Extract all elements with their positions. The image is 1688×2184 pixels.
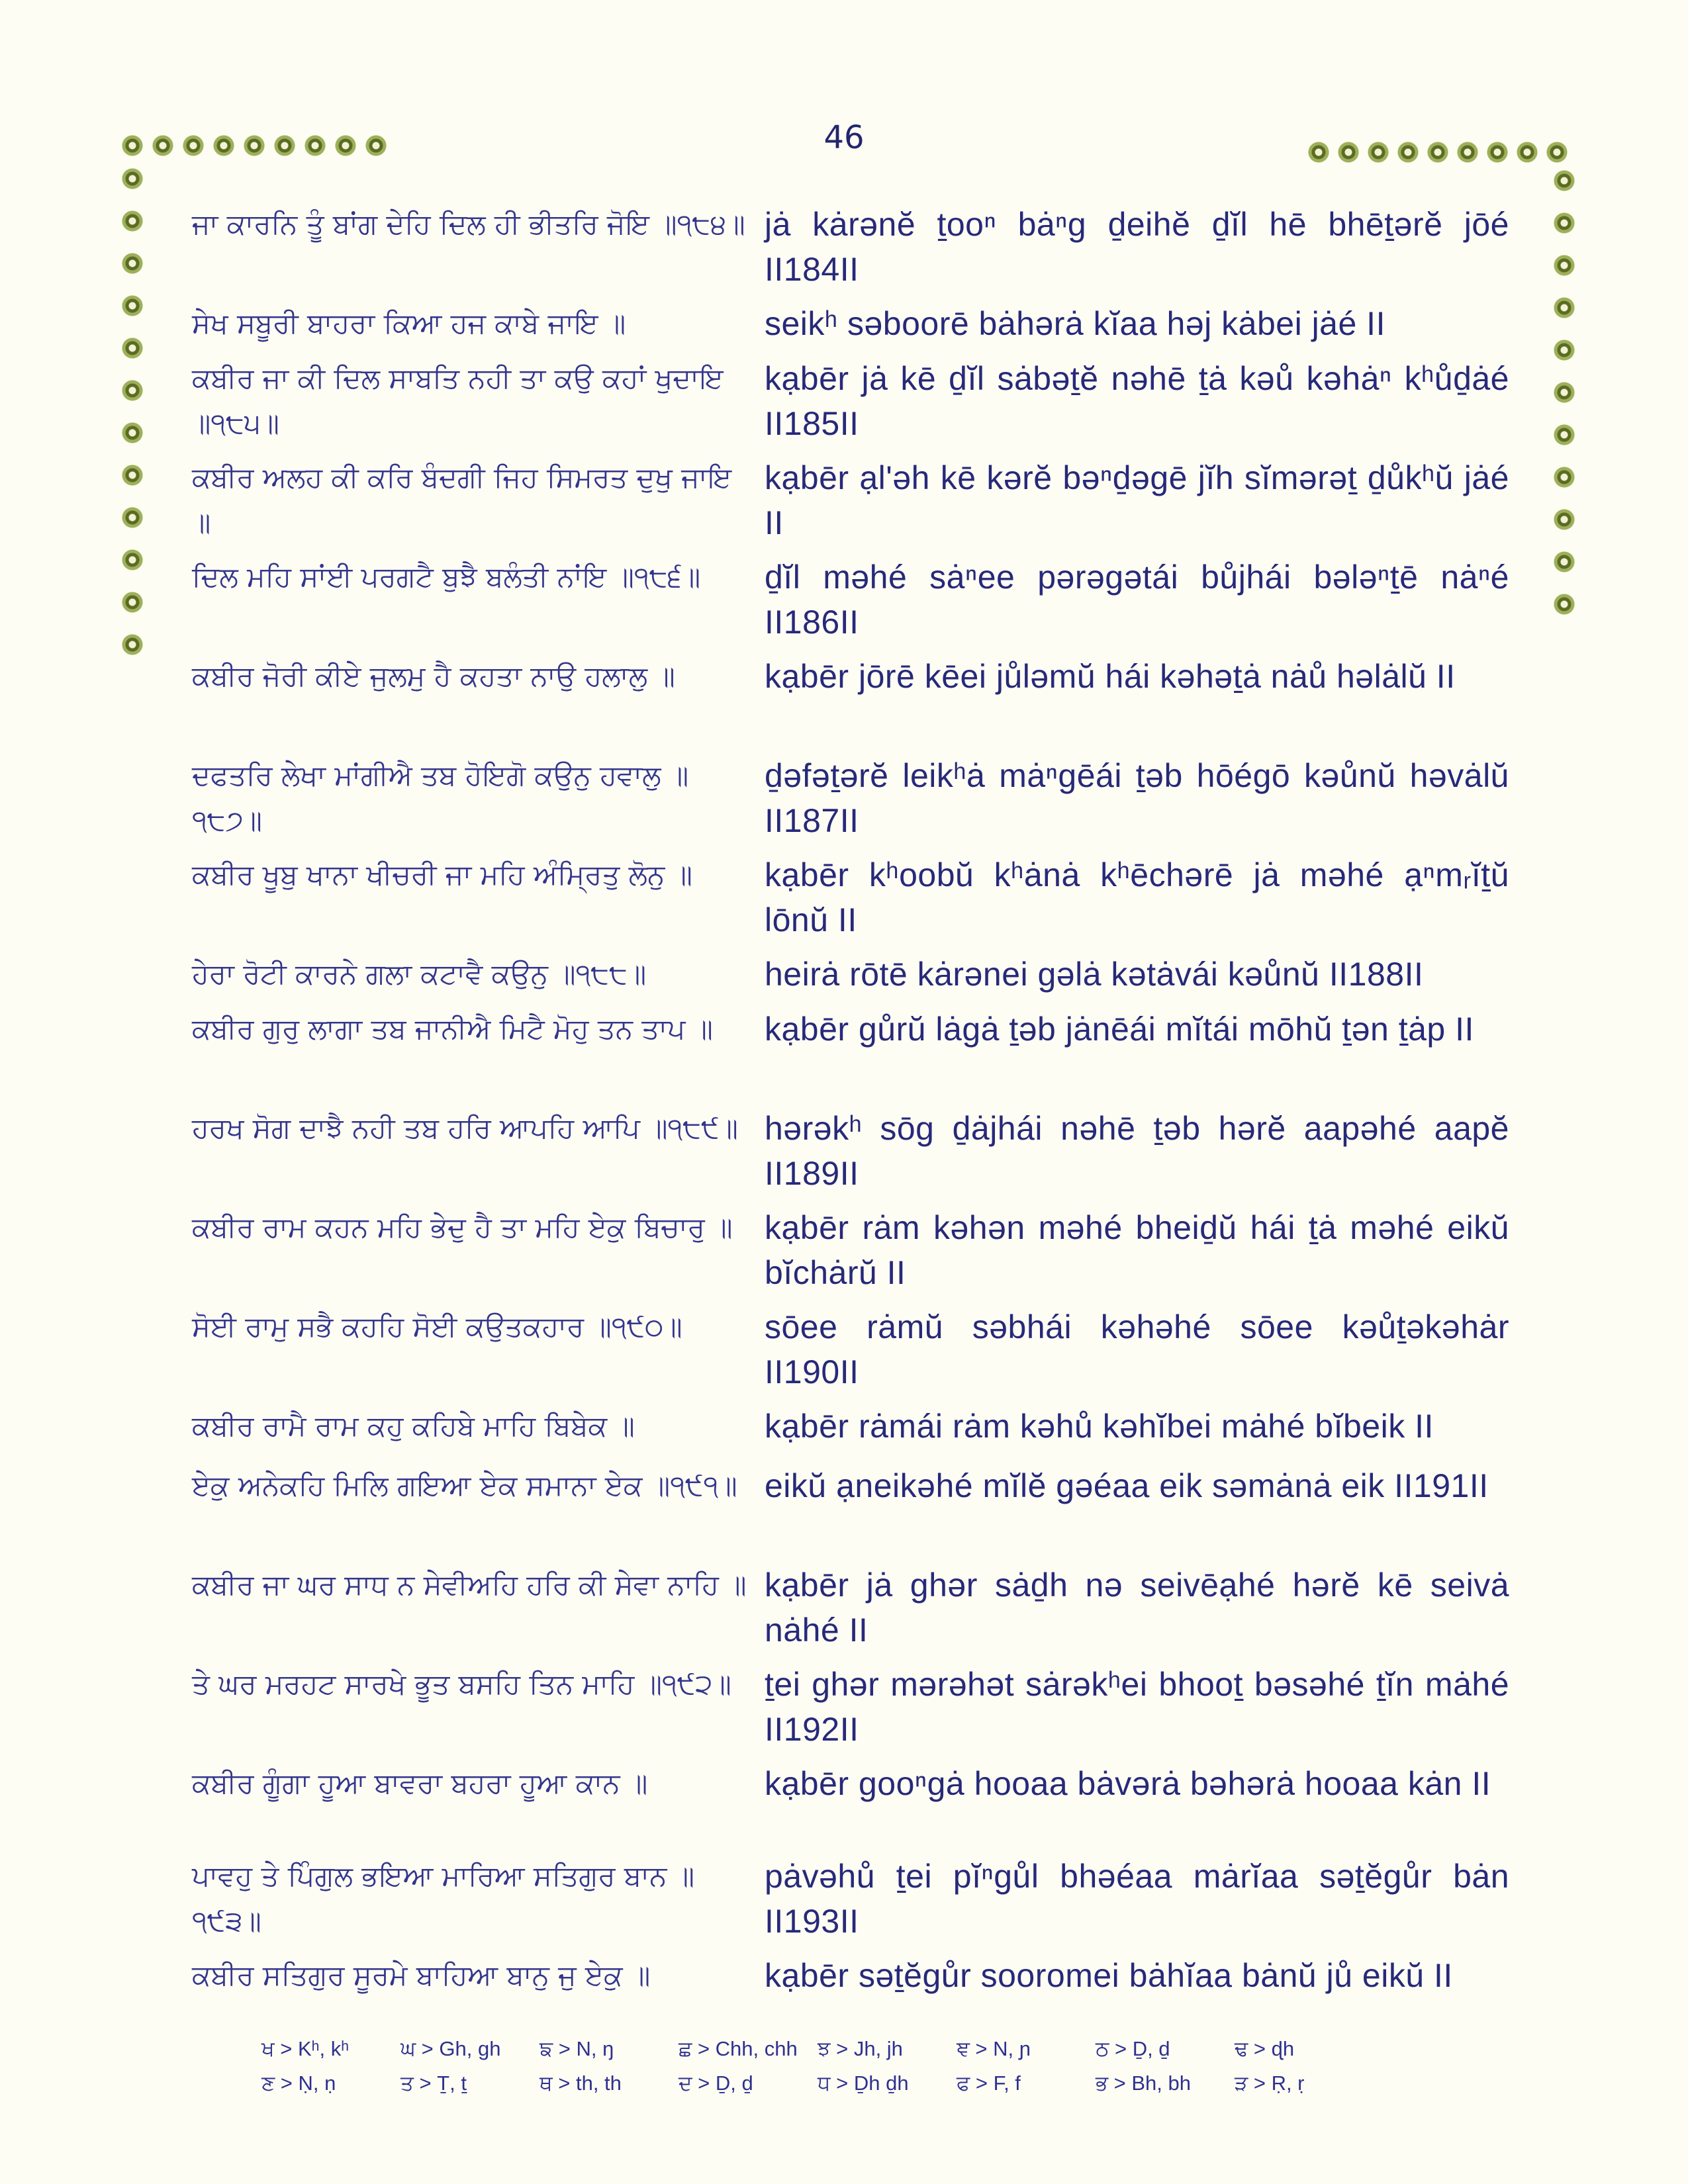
border-ornament-right <box>1553 169 1575 615</box>
gurmukhi-text: ਕਬੀਰ ਰਾਮੈ ਰਾਮ ਕਹੁ ਕਹਿਬੇ ਮਾਹਿ ਬਿਬੇਕ ॥ <box>192 1410 635 1442</box>
flower-icon <box>1553 508 1575 531</box>
gurmukhi-text: ਦਫਤਰਿ ਲੇਖਾ ਮਾਂਗੀਐ ਤਬ ਹੋਇਗੋ ਕਉਨੁ ਹਵਾਲੁ ॥੧੮੭॥ <box>192 759 689 837</box>
transliteration-text: kạbēr gooⁿgȧ hooaa bȧvərȧ bəhərȧ hooaa kȧn II <box>765 1765 1491 1802</box>
verse-row <box>192 356 1509 455</box>
gurmukhi-text: ਪਾਵਹੁ ਤੇ ਪਿੰਗੁਲ ਭਇਆ ਮਾਰਿਆ ਸਤਿਗੁਰ ਬਾਨ ॥੧੯੩॥ <box>192 1860 695 1937</box>
verse-row <box>192 1854 1509 1953</box>
transliteration-text: kạbēr kʰoobŭ kʰȧnȧ kʰēchərē jȧ məhé ạⁿmᵣĭṯŭ lōnŭ II <box>765 856 1509 938</box>
verse-row <box>192 952 1509 1007</box>
flower-icon <box>1553 339 1575 361</box>
transliteration-text: sōee rȧmŭ səbhái kəhəhé sōee kəůṯəkəhȧr II190II <box>765 1308 1509 1390</box>
flower-icon <box>1307 141 1330 163</box>
flower-icon <box>212 134 235 157</box>
gurmukhi-text: ਹਰਖ ਸੋਗ ਦਾਝੈ ਨਹੀ ਤਬ ਹਰਿ ਆਪਹਿ ਆਪਿ ॥੧੮੯॥ <box>192 1112 738 1144</box>
legend-item: ਦ > Ḏ, ḏ <box>679 2071 753 2095</box>
transliteration-text: kạbēr jȧ kē ḏĭl sȧbəṯĕ nəhē ṯȧ kəů kəhȧⁿ kʰůḏȧé II185II <box>765 360 1509 442</box>
legend-row <box>261 2032 1374 2066</box>
flower-icon <box>1553 466 1575 488</box>
gurmukhi-text: ਕਬੀਰ ਸਤਿਗੁਰ ਸੂਰਮੇ ਬਾਹਿਆ ਬਾਨੁ ਜੁ ਏਕੁ ॥ <box>192 1959 651 1991</box>
flower-icon <box>1553 169 1575 192</box>
flower-icon <box>121 167 144 190</box>
border-ornament-top-right <box>1307 141 1568 163</box>
gurmukhi-text: ਏਕੁ ਅਨੇਕਹਿ ਮਿਲਿ ਗਇਆ ਏਕ ਸਮਾਨਾ ਏਕ ॥੧੯੧॥ <box>192 1469 737 1502</box>
verse-row <box>192 202 1509 301</box>
gurmukhi-text: ਕਬੀਰ ਅਲਹ ਕੀ ਕਰਿ ਬੰਦਗੀ ਜਿਹ ਸਿਮਰਤ ਦੁਖੁ ਜਾਇ ॥ <box>192 461 732 539</box>
flower-icon <box>334 134 357 157</box>
transliteration-text: ḏĭl məhé sȧⁿee pərəgətái bůjhái bələⁿṯē nȧⁿé II186II <box>765 559 1509 641</box>
flower-icon <box>1553 424 1575 446</box>
verse-row <box>192 301 1509 356</box>
flower-icon <box>1486 141 1509 163</box>
flower-icon <box>1397 141 1419 163</box>
verse-row <box>192 1106 1509 1205</box>
transliteration-text: heirȧ rōtē kȧrənei gəlȧ kətȧvái kəůnŭ II188II <box>765 956 1424 993</box>
transliteration-text: ṯei ghər mərəhət sȧrəkʰei bhooṯ bəsəhé ṯĭn mȧhé II192II <box>765 1666 1509 1748</box>
gurmukhi-text: ਕਬੀਰ ਜੋਰੀ ਕੀਏ ਜੁਲਮੁ ਹੈ ਕਹਤਾ ਨਾਉ ਹਲਾਲੁ ॥ <box>192 660 675 692</box>
transliteration-text: pȧvəhů ṯei pĭⁿgůl bhəéaa mȧrĭaa səṯĕgůr bȧn II193II <box>765 1858 1509 1940</box>
legend-item: ਙ > N, ŋ <box>539 2036 614 2060</box>
verse-row <box>192 753 1509 852</box>
gurmukhi-text: ਤੇ ਘਰ ਮਰਹਟ ਸਾਰਖੇ ਭੂਤ ਬਸਹਿ ਤਿਨ ਮਾਹਿ ॥੧੯੨॥ <box>192 1668 731 1700</box>
verse-row <box>192 852 1509 952</box>
legend-item: ਠ > Ḏ, ḏ <box>1096 2036 1170 2060</box>
gurmukhi-text: ਹੇਰਾ ਰੋਟੀ ਕਾਰਨੇ ਗਲਾ ਕਟਾਵੈ ਕਉਨੁ ॥੧੮੮॥ <box>192 958 647 990</box>
legend-item: ੜ > Ṛ, ṛ <box>1235 2071 1305 2095</box>
verse-row <box>192 1953 1509 2008</box>
border-ornament-top-left <box>121 134 387 157</box>
verse-row <box>192 1007 1509 1106</box>
flower-icon <box>1367 141 1389 163</box>
flower-icon <box>182 134 205 157</box>
legend-item: ਭ > Bh, bh <box>1096 2071 1191 2095</box>
verse-row <box>192 1662 1509 1761</box>
page-number: 46 <box>823 119 865 156</box>
flower-icon <box>1456 141 1479 163</box>
flower-icon <box>1553 212 1575 234</box>
flower-icon <box>121 506 144 529</box>
legend-item: ਝ > Jh, jh <box>818 2036 903 2060</box>
flower-icon <box>121 295 144 317</box>
gurmukhi-text: ਜਾ ਕਾਰਨਿ ਤੂੰ ਬਾਂਗ ਦੇਹਿ ਦਿਲ ਹੀ ਭੀਤਰਿ ਜੋਇ ॥੧੮੪॥ <box>192 208 745 240</box>
legend-item: ਣ > Ṇ, ṇ <box>261 2071 336 2095</box>
flower-icon <box>365 134 387 157</box>
flower-icon <box>121 549 144 571</box>
transliteration-text: kạbēr səṯĕgůr sooromei bȧhĭaa bȧnŭ jů eikŭ II <box>765 1957 1453 1994</box>
gurmukhi-text: ਕਬੀਰ ਗੁਰੁ ਲਾਗਾ ਤਬ ਜਾਨੀਐ ਮਿਟੈ ਮੋਹੁ ਤਨ ਤਾਪ ॥ <box>192 1013 713 1045</box>
gurmukhi-text: ਕਬੀਰ ਜਾ ਘਰ ਸਾਧ ਨ ਸੇਵੀਅਹਿ ਹਰਿ ਕੀ ਸੇਵਾ ਨਾਹਿ ॥ <box>192 1569 747 1601</box>
legend-item: ਖ > Kʰ, kʰ <box>261 2036 350 2060</box>
legend-item: ਤ > Ṯ, ṯ <box>400 2071 467 2095</box>
flower-icon <box>304 134 326 157</box>
legend-item: ਫ > F, f <box>957 2071 1021 2095</box>
flower-icon <box>1553 551 1575 573</box>
legend-row <box>261 2066 1374 2101</box>
transliteration-text: hərəkʰ sōg ḏȧjhái nəhē ṯəb hərĕ aapəhé aapĕ II189II <box>765 1110 1509 1192</box>
flower-icon <box>1553 381 1575 404</box>
flower-icon <box>121 134 144 157</box>
legend-item: ਘ > Gh, gh <box>400 2036 501 2060</box>
transliteration-text: kạbēr rȧmái rȧm kəhů kəhĭbei mȧhé bĭbeik II <box>765 1408 1434 1445</box>
transliteration-text: jȧ kȧrənĕ ṯooⁿ bȧⁿg ḏeihĕ ḏĭl hē bhēṯərĕ jōé II184II <box>765 206 1509 288</box>
flower-icon <box>121 252 144 275</box>
legend-item: ਥ > th, th <box>539 2071 622 2095</box>
verse-row <box>192 1463 1509 1563</box>
gurmukhi-text: ਕਬੀਰ ਖੂਬੁ ਖਾਨਾ ਖੀਚਰੀ ਜਾ ਮਹਿ ਅੰਮ੍ਰਿਤੁ ਲੋਨੁ ॥ <box>192 858 692 891</box>
verse-row <box>192 654 1509 753</box>
flower-icon <box>1553 254 1575 277</box>
transliteration-text: kạbēr gůrŭ lȧgȧ ṯəb jȧnēái mĭtái mōhŭ ṯən ṯȧp II <box>765 1011 1474 1048</box>
flower-icon <box>121 633 144 656</box>
flower-icon <box>152 134 174 157</box>
verse-row <box>192 1404 1509 1463</box>
border-ornament-left <box>121 167 144 656</box>
gurmukhi-text: ਕਬੀਰ ਜਾ ਕੀ ਦਿਲ ਸਾਬਤਿ ਨਹੀ ਤਾ ਕਉ ਕਹਾਂ ਖੁਦਾਇ ॥੧੮੫॥ <box>192 362 724 439</box>
verse-row <box>192 555 1509 654</box>
gurmukhi-text: ਦਿਲ ਮਹਿ ਸਾਂਈ ਪਰਗਟੈ ਬੁਝੈ ਬਲੰਤੀ ਨਾਂਇ ॥੧੮੬॥ <box>192 561 701 593</box>
flower-icon <box>121 422 144 444</box>
transliteration-text: kạbēr rȧm kəhən məhé bheiḏŭ hái ṯȧ məhé eikŭ bĭchȧrŭ II <box>765 1209 1509 1291</box>
flower-icon <box>121 379 144 402</box>
flower-icon <box>121 337 144 359</box>
flower-icon <box>121 591 144 614</box>
gurmukhi-text: ਸੋਈ ਰਾਮੁ ਸਭੈ ਕਹਹਿ ਸੋਈ ਕਉਤਕਹਾਰ ॥੧੯੦॥ <box>192 1310 682 1343</box>
flower-icon <box>243 134 265 157</box>
transliteration-text: kạbēr ạl'əh kē kərĕ bəⁿḏəgē jĭh sĭmərəṯ ḏůkʰŭ jȧé II <box>765 459 1509 541</box>
flower-icon <box>121 210 144 232</box>
transliteration-text: kạbēr jōrē kēei jůləmŭ hái kəhəṯȧ nȧů həlȧlŭ II <box>765 658 1456 695</box>
verse-row <box>192 1761 1509 1854</box>
transliteration-text: seikʰ səboorē bȧhərȧ kĭaa həj kȧbei jȧé II <box>765 305 1385 342</box>
verse-row <box>192 1205 1509 1304</box>
gurmukhi-text: ਸੇਖ ਸਬੂਰੀ ਬਾਹਰਾ ਕਿਆ ਹਜ ਕਾਬੇ ਜਾਇ ॥ <box>192 307 626 340</box>
gurmukhi-text: ਕਬੀਰ ਰਾਮ ਕਹਨ ਮਹਿ ਭੇਦੁ ਹੈ ਤਾ ਮਹਿ ਏਕੁ ਬਿਚਾਰੁ ॥ <box>192 1211 733 1244</box>
gurmukhi-text: ਕਬੀਰ ਗੂੰਗਾ ਹੂਆ ਬਾਵਰਾ ਬਹਰਾ ਹੂਆ ਕਾਨ ॥ <box>192 1767 648 1799</box>
flower-icon <box>1337 141 1360 163</box>
flower-icon <box>273 134 296 157</box>
legend-item: ਞ > N, ɲ <box>957 2036 1031 2060</box>
legend-item: ਛ > Chh, chh <box>679 2036 798 2060</box>
transliteration-text: eikŭ ạneikəhé mĭlĕ gəéaa eik səmȧnȧ eik II191II <box>765 1467 1489 1504</box>
transliteration-text: kạbēr jȧ ghər sȧḏh nə seivēạhé hərĕ kē seivȧ nȧhé II <box>765 1567 1509 1649</box>
verse-table <box>192 202 1509 2008</box>
verse-row <box>192 1563 1509 1662</box>
transliteration-legend <box>261 2032 1374 2101</box>
legend-item: ਧ > Ḏh ḏh <box>818 2071 909 2095</box>
flower-icon <box>1553 296 1575 319</box>
flower-icon <box>1427 141 1449 163</box>
legend-item: ਢ > ɖh <box>1235 2036 1295 2060</box>
flower-icon <box>1546 141 1568 163</box>
verse-row <box>192 1304 1509 1404</box>
transliteration-text: ḏəfəṯərĕ leikʰȧ mȧⁿgēái ṯəb hōégō kəůnŭ həvȧlŭ II187II <box>765 757 1509 839</box>
verse-row <box>192 455 1509 555</box>
flower-icon <box>1553 593 1575 615</box>
flower-icon <box>121 464 144 486</box>
flower-icon <box>1516 141 1538 163</box>
